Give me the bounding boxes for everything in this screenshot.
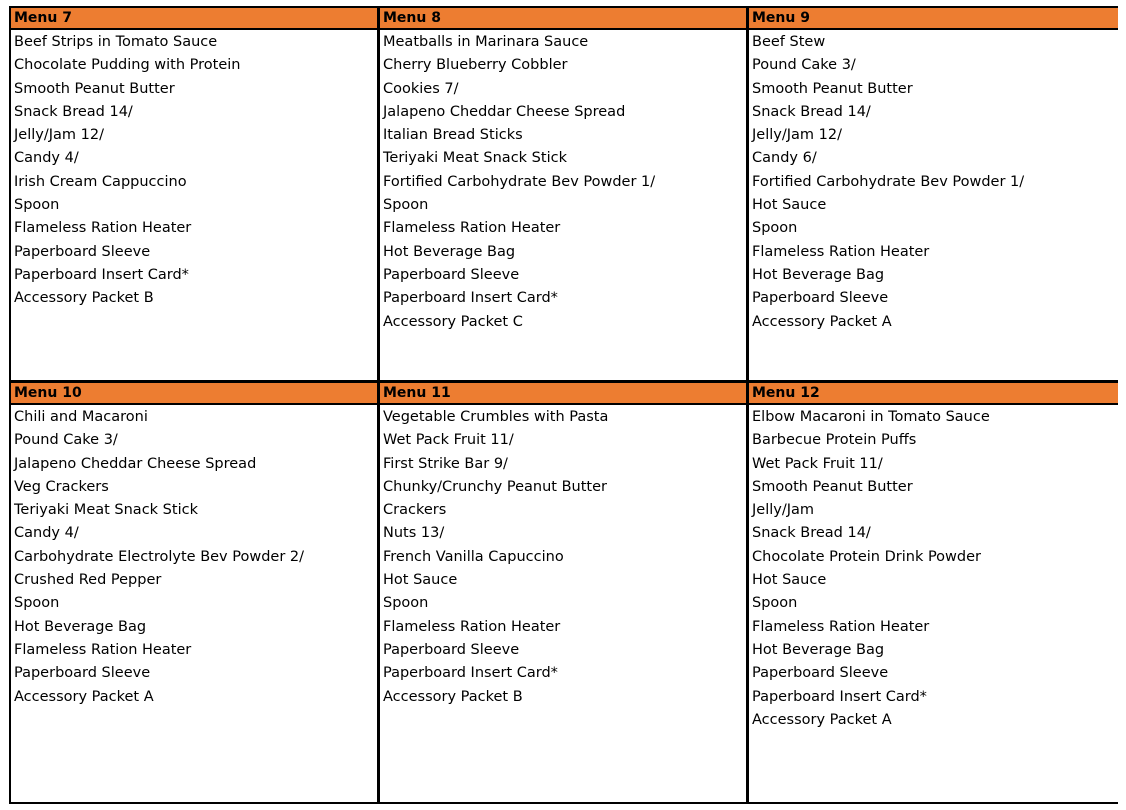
menu-item: Accessory Packet A — [752, 711, 892, 728]
menu-item: Paperboard Sleeve — [14, 243, 151, 260]
menu-item: First Strike Bar 9/ — [383, 455, 508, 472]
menu-item: Paperboard Sleeve — [383, 641, 520, 658]
menu-cell-12 — [749, 383, 1118, 802]
menu-item: Flameless Ration Heater — [14, 641, 192, 658]
menu-item: Paperboard Sleeve — [14, 665, 151, 682]
menu-item: Beef Strips in Tomato Sauce — [14, 34, 218, 50]
menu-item: Spoon — [14, 595, 60, 612]
menu-item: Chili and Macaroni — [14, 409, 148, 425]
menu-item: French Vanilla Capuccino — [383, 548, 564, 565]
menu-item: Teriyaki Meat Snack Stick — [14, 502, 198, 519]
menu-item: Jelly/Jam 12/ — [752, 127, 842, 144]
menu-item: Hot Sauce — [752, 197, 827, 214]
menu-item: Paperboard Insert Card* — [383, 665, 558, 682]
menu-item: Paperboard Sleeve — [752, 665, 889, 682]
menu-header: Menu 7 — [11, 8, 377, 30]
menu-item: Teriyaki Meat Snack Stick — [383, 150, 567, 167]
menu-header: Menu 8 — [380, 8, 746, 30]
menu-item: Flameless Ration Heater — [383, 220, 561, 237]
menu-item: Candy 4/ — [14, 150, 79, 167]
menu-item: Barbecue Protein Puffs — [752, 432, 917, 449]
menu-item-list — [11, 405, 377, 709]
menu-item: Chocolate Pudding with Protein — [14, 57, 241, 74]
menu-item: Italian Bread Sticks — [383, 127, 523, 144]
menu-item: Fortified Carbohydrate Bev Powder 1/ — [752, 173, 1025, 190]
menu-item: Hot Beverage Bag — [752, 266, 885, 283]
menu-item: Spoon — [752, 220, 798, 237]
menu-cell-10 — [11, 383, 380, 802]
menu-item: Accessory Packet B — [14, 290, 154, 307]
menu-grid — [9, 6, 1118, 804]
menu-item-list — [380, 405, 746, 709]
menu-item: Veg Crackers — [14, 478, 109, 495]
menu-item: Vegetable Crumbles with Pasta — [383, 409, 609, 425]
menu-item-list — [380, 30, 746, 334]
menu-item: Chocolate Protein Drink Powder — [752, 548, 981, 565]
menu-item: Hot Sauce — [752, 572, 827, 589]
menu-item: Crackers — [383, 502, 447, 519]
menu-item: Pound Cake 3/ — [752, 57, 856, 74]
menu-item: Accessory Packet C — [383, 313, 523, 330]
menu-item: Carbohydrate Electrolyte Bev Powder 2/ — [14, 548, 305, 565]
menu-header: Menu 9 — [749, 8, 1118, 30]
menu-item: Snack Bread 14/ — [14, 103, 133, 120]
menu-item: Cherry Blueberry Cobbler — [383, 57, 568, 74]
menu-item: Candy 4/ — [14, 525, 79, 542]
menu-item: Beef Stew — [752, 34, 826, 50]
menu-item: Flameless Ration Heater — [752, 243, 930, 260]
menu-header: Menu 11 — [380, 383, 746, 405]
menu-item: Jelly/Jam 12/ — [14, 127, 104, 144]
menu-item: Spoon — [383, 595, 429, 612]
menu-item: Jalapeno Cheddar Cheese Spread — [14, 455, 257, 472]
menu-item: Paperboard Insert Card* — [383, 290, 558, 307]
menu-item: Wet Pack Fruit 11/ — [752, 455, 883, 472]
menu-item: Jelly/Jam — [752, 502, 815, 519]
menu-item: Pound Cake 3/ — [14, 432, 118, 449]
menu-item: Crushed Red Pepper — [14, 572, 162, 589]
menu-item: Hot Beverage Bag — [752, 641, 885, 658]
menu-item: Wet Pack Fruit 11/ — [383, 432, 514, 449]
menu-item: Flameless Ration Heater — [752, 618, 930, 635]
menu-item: Nuts 13/ — [383, 525, 445, 542]
menu-header: Menu 10 — [11, 383, 377, 405]
menu-cell-7 — [11, 8, 380, 383]
menu-item: Paperboard Sleeve — [383, 266, 520, 283]
menu-item: Paperboard Insert Card* — [14, 266, 189, 283]
menu-item: Flameless Ration Heater — [14, 220, 192, 237]
menu-item: Spoon — [383, 197, 429, 214]
menu-item: Smooth Peanut Butter — [14, 80, 175, 97]
menu-item: Spoon — [14, 197, 60, 214]
menu-item: Cookies 7/ — [383, 80, 459, 97]
menu-item: Flameless Ration Heater — [383, 618, 561, 635]
menu-item-list — [11, 30, 377, 311]
menu-item: Hot Beverage Bag — [14, 618, 147, 635]
menu-cell-9 — [749, 8, 1118, 383]
menu-item: Smooth Peanut Butter — [752, 478, 913, 495]
menu-item-list — [749, 405, 1118, 732]
menu-item: Irish Cream Cappuccino — [14, 173, 187, 190]
menu-item: Accessory Packet B — [383, 688, 523, 705]
menu-cell-11 — [380, 383, 749, 802]
menu-item: Paperboard Insert Card* — [752, 688, 927, 705]
menu-item: Smooth Peanut Butter — [752, 80, 913, 97]
menu-item: Meatballs in Marinara Sauce — [383, 34, 589, 50]
menu-cell-8 — [380, 8, 749, 383]
menu-header: Menu 12 — [749, 383, 1118, 405]
menu-item: Paperboard Sleeve — [752, 290, 889, 307]
menu-item: Spoon — [752, 595, 798, 612]
menu-item: Elbow Macaroni in Tomato Sauce — [752, 409, 990, 425]
menu-item-list — [749, 30, 1118, 334]
menu-item: Fortified Carbohydrate Bev Powder 1/ — [383, 173, 656, 190]
menu-item: Accessory Packet A — [752, 313, 892, 330]
menu-item: Snack Bread 14/ — [752, 525, 871, 542]
menu-item: Snack Bread 14/ — [752, 103, 871, 120]
menu-item: Chunky/Crunchy Peanut Butter — [383, 478, 607, 495]
menu-item: Hot Sauce — [383, 572, 458, 589]
menu-item: Candy 6/ — [752, 150, 817, 167]
menu-item: Accessory Packet A — [14, 688, 154, 705]
menu-item: Hot Beverage Bag — [383, 243, 516, 260]
menu-item: Jalapeno Cheddar Cheese Spread — [383, 103, 626, 120]
